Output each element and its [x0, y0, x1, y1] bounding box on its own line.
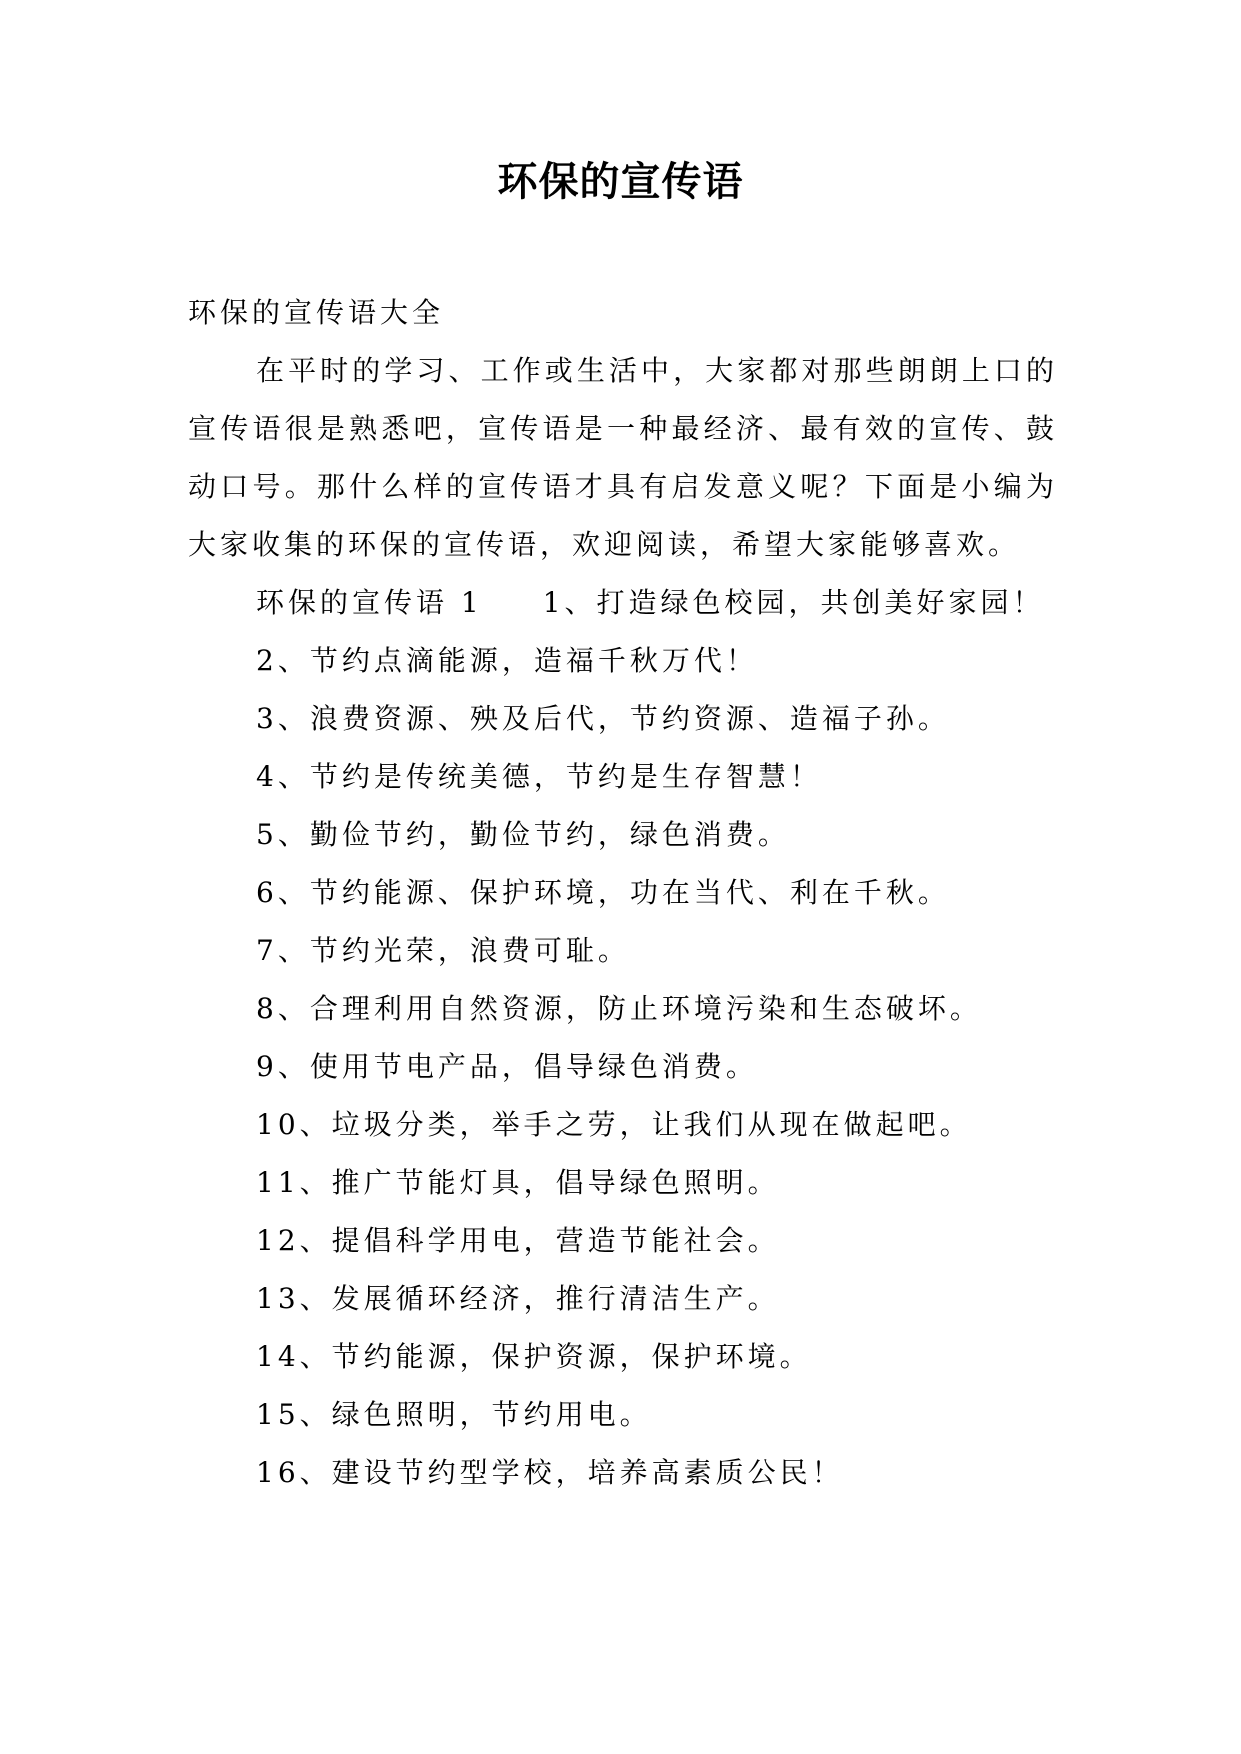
slogan-item: 6、节约能源、保护环境，功在当代、利在千秋。 [256, 876, 950, 909]
slogan-item: 13、发展循环经济，推行清洁生产。 [256, 1282, 780, 1315]
section-heading: 环保的宣传语 1 [256, 586, 483, 619]
slogan-item: 10、垃圾分类，举手之劳，让我们从现在做起吧。 [256, 1108, 972, 1141]
slogan-item: 16、建设节约型学校，培养高素质公民！ [256, 1456, 844, 1489]
document-body [188, 284, 1058, 1502]
slogan-item: 8、合理利用自然资源，防止环境污染和生态破坏。 [256, 992, 982, 1025]
slogan-section-first-line [188, 574, 1058, 632]
slogan-item: 15、绿色照明，节约用电。 [256, 1398, 652, 1431]
slogan-item: 3、浪费资源、殃及后代，节约资源、造福子孙。 [256, 702, 950, 735]
slogan-item: 7、节约光荣，浪费可耻。 [256, 934, 630, 967]
slogan-item: 2、节约点滴能源，造福千秋万代！ [256, 644, 758, 677]
slogan-item: 12、提倡科学用电，营造节能社会。 [256, 1224, 780, 1257]
slogan-item: 9、使用节电产品，倡导绿色消费。 [256, 1050, 758, 1083]
document-title: 环保的宣传语 [497, 159, 744, 205]
slogan-item: 1、打造绿色校园，共创美好家园！ [542, 586, 1045, 619]
slogan-item: 11、推广节能灯具，倡导绿色照明。 [256, 1166, 780, 1199]
slogan-item: 4、节约是传统美德，节约是生存智慧！ [256, 760, 822, 793]
intro-paragraph: 在平时的学习、工作或生活中，大家都对那些朗朗上口的宣传语很是熟悉吧，宣传语是一种最经济、最有效的宣传、鼓动口号。那什么样的宣传语才具有启发意义呢？下面是小编为大家收集的环保的宣传语，欢迎阅读，希望大家能够喜欢。 [188, 354, 1058, 561]
slogan-item: 5、勤俭节约，勤俭节约，绿色消费。 [256, 818, 790, 851]
slogan-item: 14、节约能源，保护资源，保护环境。 [256, 1340, 812, 1373]
document-subtitle: 环保的宣传语大全 [188, 296, 445, 329]
